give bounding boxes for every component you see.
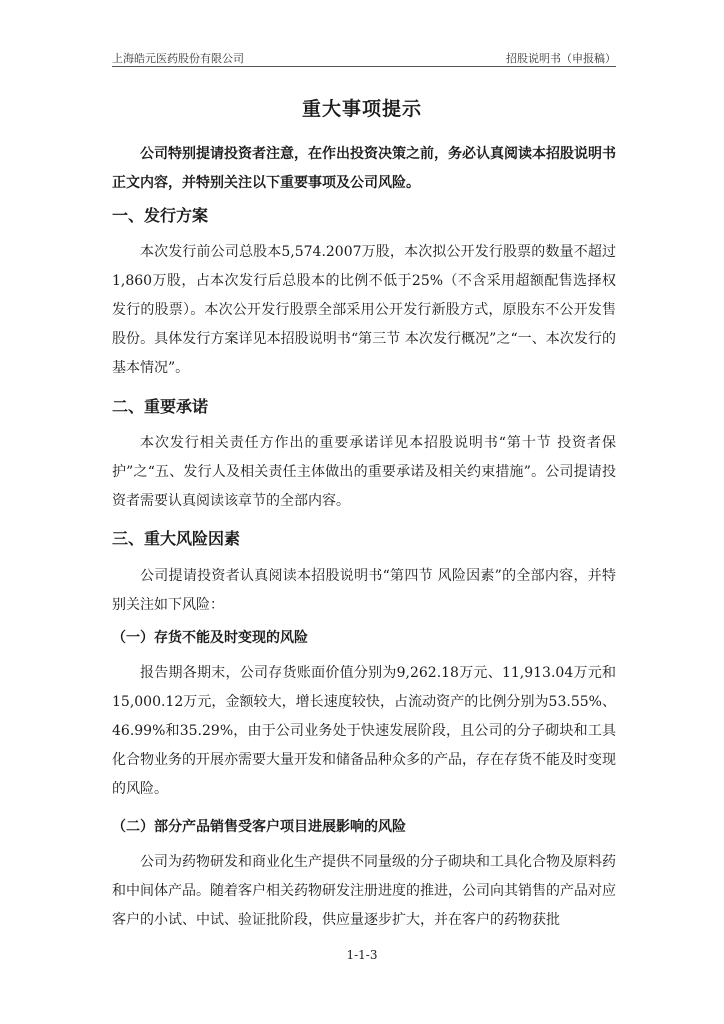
section-body-risks: 公司提请投资者认真阅读本招股说明书“第四节 风险因素”的全部内容，并特别关注如下风险： [112, 568, 616, 613]
page-title: 重大事项提示 [301, 98, 422, 120]
page-number: 1-1-3 [346, 948, 378, 962]
header-document-type: 招股说明书（申报稿） [506, 52, 616, 65]
subsection-body-customer-project-risk: 公司为药物研发和商业化生产提供不同量级的分子砌块和工具化合物及原料药和中间体产品。随着客户相关药物研发注册进度的推进，公司向其销售的产品对应客户的小试、中试、验证批阶段，供应量逐步扩大，并在客户的药物获批 [112, 854, 616, 928]
section-heading-issuance: 一、发行方案 [112, 206, 209, 225]
section-heading-commitments: 二、重要承诺 [112, 397, 209, 416]
subsection-heading-inventory-risk: （一）存货不能及时变现的风险 [112, 630, 308, 646]
header-divider [112, 66, 616, 67]
section-body-issuance: 本次发行前公司总股本5,574.2007万股，本次拟公开发行股票的数量不超过1,860万股，占本次发行后总股本的比例不低于25%（不含采用超额配售选择权发行的股票）。本次公开发行股票全部采用公开发行新股方式，原股东不公开发售股份。具体发行方案详见本招股说明书“第三节 本次发行概况”之“一、本次发行的基本情况”。 [112, 244, 616, 376]
running-header [112, 50, 616, 66]
header-company-name: 上海皓元医药股份有限公司 [112, 52, 244, 65]
intro-paragraph: 公司特别提请投资者注意，在作出投资决策之前，务必认真阅读本招股说明书正文内容，并特别关注以下重要事项及公司风险。 [112, 146, 616, 191]
section-heading-risks: 三、重大风险因素 [112, 529, 241, 548]
subsection-heading-customer-project-risk: （二）部分产品销售受客户项目进展影响的风险 [112, 819, 406, 835]
section-body-commitments: 本次发行相关责任方作出的重要承诺详见本招股说明书“第十节 投资者保护”之“五、发行人及相关责任主体做出的重要承诺及相关约束措施”。公司提请投资者需要认真阅读该章节的全部内容。 [112, 435, 616, 509]
subsection-body-inventory-risk: 报告期各期末，公司存货账面价值分别为9,262.18万元、11,913.04万元和15,000.12万元，金额较大，增长速度较快，占流动资产的比例分别为53.55%、46.99%和35.29%，由于公司业务处于快速发展阶段，且公司的分子砌块和工具化合物业务的开展亦需要大量开发和储备品种众多的产品，存在存货不能及时变现的风险。 [112, 665, 616, 797]
